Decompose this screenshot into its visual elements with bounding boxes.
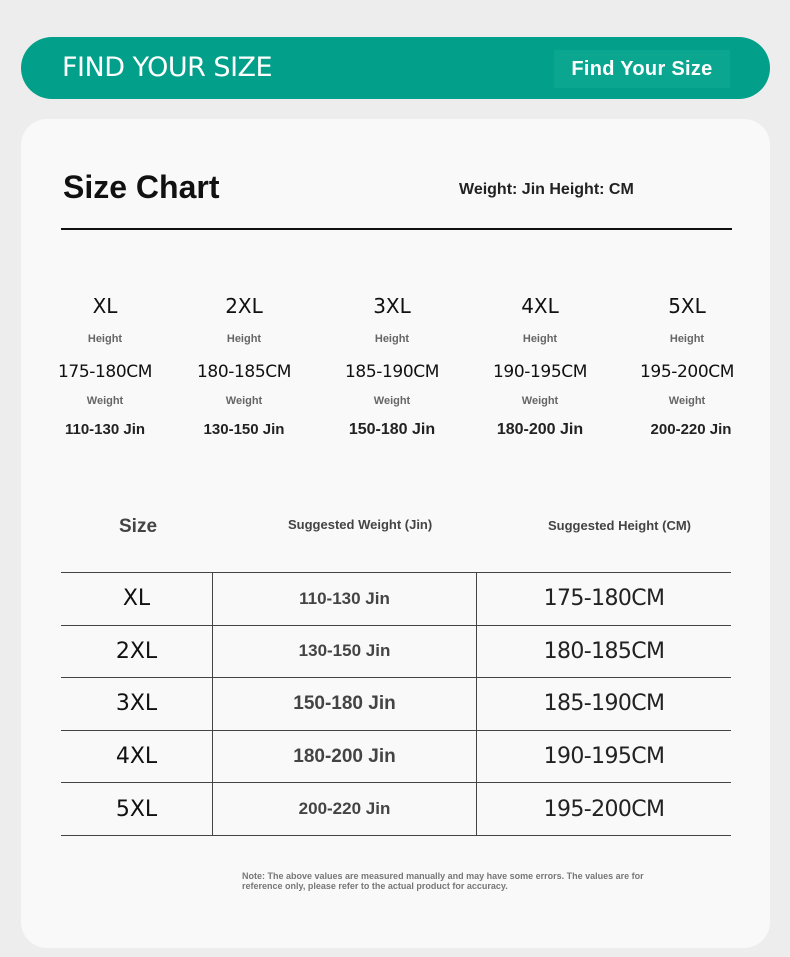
table-cell-height: 175-180CM [477,573,732,626]
table-cell-weight: 180-200 Jin [213,730,477,783]
table-cell-height: 190-195CM [477,730,732,783]
height-value: 195-200CM [640,362,734,382]
size-column [170,292,318,440]
table-cell-weight: 110-130 Jin [213,573,477,626]
height-value: 190-195CM [493,362,587,382]
table-cell-size: 2XL [61,625,213,678]
height-value: 180-185CM [197,362,291,382]
height-value: 185-190CM [345,362,439,382]
table-cell-size: 5XL [61,783,213,836]
table-cell-height: 185-190CM [477,678,732,731]
table-row [61,783,731,836]
weight-caption: Weight [373,395,411,407]
weight-caption: Weight [225,395,263,407]
height-caption: Height [226,333,262,345]
table-cell-size: 4XL [61,730,213,783]
weight-caption: Weight [668,395,706,407]
weight-value: 150-180 Jin [348,421,436,438]
size-label: 2XL [225,294,263,318]
height-caption: Height [87,333,123,345]
weight-value: 180-200 Jin [496,421,584,438]
table-header-height: Suggested Height (CM) [548,518,691,533]
table-cell-size: XL [61,573,213,626]
weight-caption: Weight [86,395,124,407]
size-label: XL [92,294,118,318]
height-caption: Height [374,333,410,345]
table-header-weight: Suggested Weight (Jin) [288,517,433,532]
size-table [61,572,731,836]
weight-value: 200-220 Jin [650,421,732,438]
table-cell-weight: 150-180 Jin [213,678,477,731]
size-label: 3XL [373,294,411,318]
table-cell-height: 195-200CM [477,783,732,836]
weight-value: 110-130 Jin [64,421,146,438]
height-value: 175-180CM [58,362,152,382]
table-cell-height: 180-185CM [477,625,732,678]
height-caption: Height [522,333,558,345]
chart-units: Weight: Jin Height: CM [459,181,634,198]
weight-value: 130-150 Jin [203,421,285,438]
table-cell-weight: 130-150 Jin [213,625,477,678]
size-column [466,292,614,440]
size-column [31,292,179,440]
table-cell-size: 3XL [61,678,213,731]
chart-title: Size Chart [63,169,220,205]
banner-title: FIND YOUR SIZE [62,52,273,83]
size-column [613,292,761,440]
table-row [61,678,731,731]
table-row [61,730,731,783]
table-cell-weight: 200-220 Jin [213,783,477,836]
height-caption: Height [669,333,705,345]
table-header-size: Size [119,516,158,537]
table-row [61,573,731,626]
measurement-note: Note: The above values are measured manually and may have some errors. The values are for reference only, please refer to the actual product for accuracy. [242,871,644,891]
size-column [318,292,466,440]
weight-caption: Weight [521,395,559,407]
size-label: 4XL [521,294,559,318]
size-label: 5XL [668,294,706,318]
table-row [61,625,731,678]
banner-subtitle: Find Your Size [554,50,730,88]
